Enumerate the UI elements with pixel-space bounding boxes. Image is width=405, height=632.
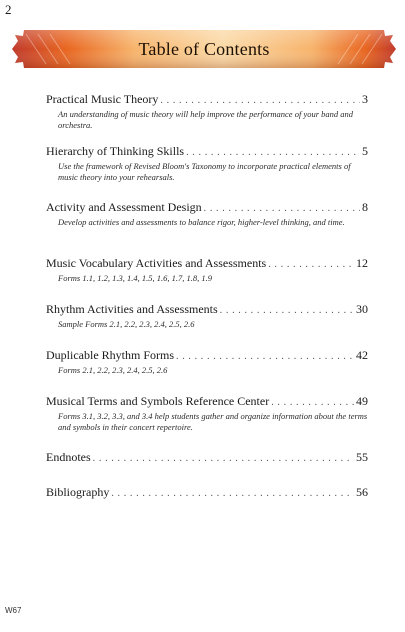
toc-entry-musical-terms-reference (46, 394, 368, 450)
toc-entry-description: Sample Forms 2.1, 2.2, 2.3, 2.4, 2.5, 2.6 (58, 319, 195, 329)
toc-entry-title: Bibliography (46, 485, 110, 499)
toc-entry-description: Develop activities and assessments to balance rigor, higher-level thinking, and time. (58, 217, 345, 227)
dot-leader (271, 394, 354, 410)
toc-entry-page: 8 (362, 200, 368, 214)
toc-entry-title: Practical Music Theory (46, 92, 159, 106)
toc-entry-description: Forms 1.1, 1.2, 1.3, 1.4, 1.5, 1.6, 1.7, 1.8, 1.9 (58, 273, 212, 283)
toc-entry-title: Duplicable Rhythm Forms (46, 348, 174, 362)
toc-entry-page: 5 (362, 144, 368, 158)
toc-entry-title: Rhythm Activities and Assessments (46, 302, 218, 316)
page-number: 2 (5, 2, 12, 17)
toc-entry-music-vocabulary (46, 256, 368, 302)
toc-entry-page: 42 (356, 348, 368, 362)
table-of-contents (46, 92, 368, 505)
toc-entry-page: 55 (356, 450, 368, 464)
toc-entry-bibliography (46, 485, 368, 505)
dot-leader (176, 348, 354, 364)
toc-entry-description: Forms 3.1, 3.2, 3.3, and 3.4 help students gather and organize information about the terms and symbols in their concert repertoire. (58, 411, 368, 432)
page-title: Table of Contents (138, 39, 270, 59)
toc-entry-page: 56 (356, 485, 368, 499)
toc-entry-page: 12 (356, 256, 368, 270)
dot-leader (220, 302, 354, 318)
dot-leader (268, 256, 354, 272)
toc-entry-description: Use the framework of Revised Bloom's Taxonomy to incorporate practical elements of music theory into your rehearsals. (58, 161, 351, 182)
dot-leader (111, 485, 354, 501)
toc-entry-practical-music-theory (46, 92, 368, 144)
toc-entry-title: Endnotes (46, 450, 91, 464)
title-banner (12, 30, 396, 68)
dot-leader (204, 200, 360, 216)
toc-entry-description: An understanding of music theory will help improve the performance of your band and orchestra. (58, 109, 354, 130)
dot-leader (186, 144, 360, 160)
toc-entry-title: Activity and Assessment Design (46, 200, 202, 214)
toc-entry-title: Musical Terms and Symbols Reference Center (46, 394, 270, 408)
toc-entry-description: Forms 2.1, 2.2, 2.3, 2.4, 2.5, 2.6 (58, 365, 168, 375)
toc-entry-hierarchy-of-thinking-skills (46, 144, 368, 200)
toc-entry-title: Music Vocabulary Activities and Assessments (46, 256, 267, 270)
toc-entry-rhythm-activities (46, 302, 368, 348)
toc-entry-activity-and-assessment-design (46, 200, 368, 256)
toc-entry-page: 30 (356, 302, 368, 316)
toc-entry-title: Hierarchy of Thinking Skills (46, 144, 185, 158)
footer-code: W67 (5, 606, 22, 615)
toc-entry-page: 49 (356, 394, 368, 408)
dot-leader (160, 92, 360, 108)
toc-entry-endnotes (46, 450, 368, 485)
toc-entry-page: 3 (362, 92, 368, 106)
toc-entry-duplicable-rhythm-forms (46, 348, 368, 394)
dot-leader (93, 450, 354, 466)
